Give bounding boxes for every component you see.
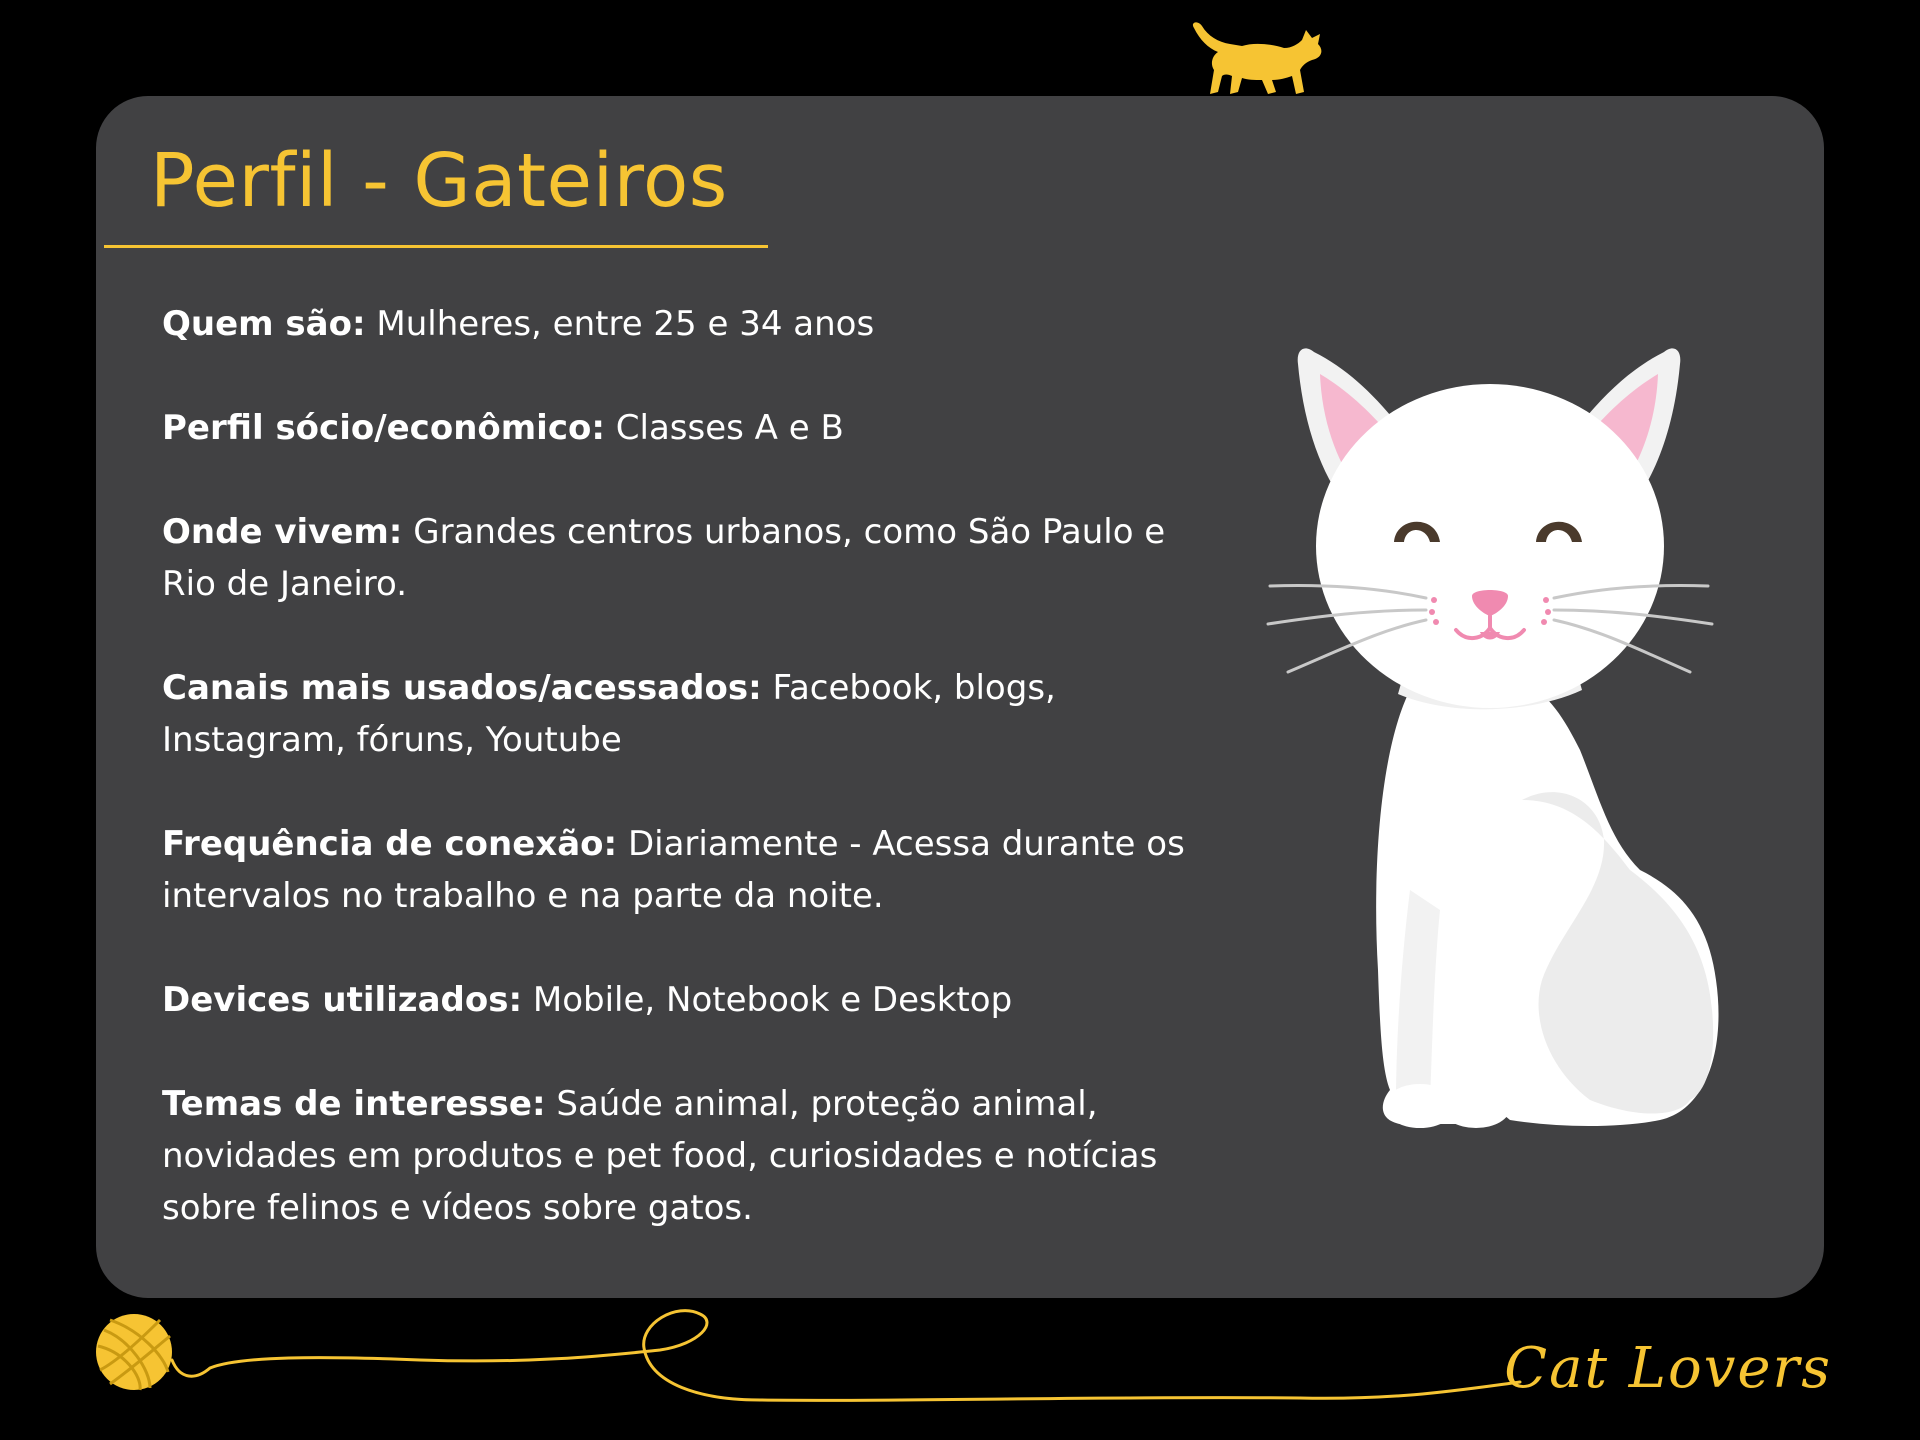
item-value: Mobile, Notebook e Desktop xyxy=(532,980,1013,1020)
item-label: Frequência de conexão: xyxy=(162,824,618,864)
item-label: Temas de interesse: xyxy=(162,1084,546,1124)
profile-item-frequencia xyxy=(162,818,1192,922)
white-cat-illustration xyxy=(1260,330,1720,1130)
yarn-ball-icon xyxy=(96,1314,172,1390)
item-label: Perfil sócio/econômico: xyxy=(162,408,605,448)
item-value: Classes A e B xyxy=(615,408,844,448)
profile-item-devices xyxy=(162,974,1192,1026)
item-value: Grandes centros urbanos, como São Paulo e Rio de Janeiro. xyxy=(162,512,1166,604)
item-label: Quem são: xyxy=(162,304,366,344)
item-value: Saúde animal, proteção animal, novidades em produtos e pet food, curiosidades e notícias sobre felinos e vídeos sobre gatos. xyxy=(162,1084,1158,1228)
profile-item-temas xyxy=(162,1078,1192,1234)
title-underline xyxy=(104,245,768,248)
profile-item-quem-sao xyxy=(162,298,1192,350)
item-value: Facebook, blogs, Instagram, fóruns, Youtube xyxy=(162,668,1056,760)
profile-item-perfil-socio xyxy=(162,402,1192,454)
walking-cat-icon xyxy=(1188,18,1328,98)
page-title: Perfil - Gateiros xyxy=(150,138,728,224)
item-value: Mulheres, entre 25 e 34 anos xyxy=(376,304,875,344)
item-label: Onde vivem: xyxy=(162,512,403,552)
item-label: Canais mais usados/acessados: xyxy=(162,668,762,708)
profile-details xyxy=(162,298,1192,1286)
profile-item-canais xyxy=(162,662,1192,766)
item-label: Devices utilizados: xyxy=(162,980,523,1020)
item-value: Diariamente - Acessa durante os intervalos no trabalho e na parte da noite. xyxy=(162,824,1185,916)
profile-item-onde-vivem xyxy=(162,506,1192,610)
brand-logo: Cat Lovers xyxy=(1504,1336,1832,1401)
